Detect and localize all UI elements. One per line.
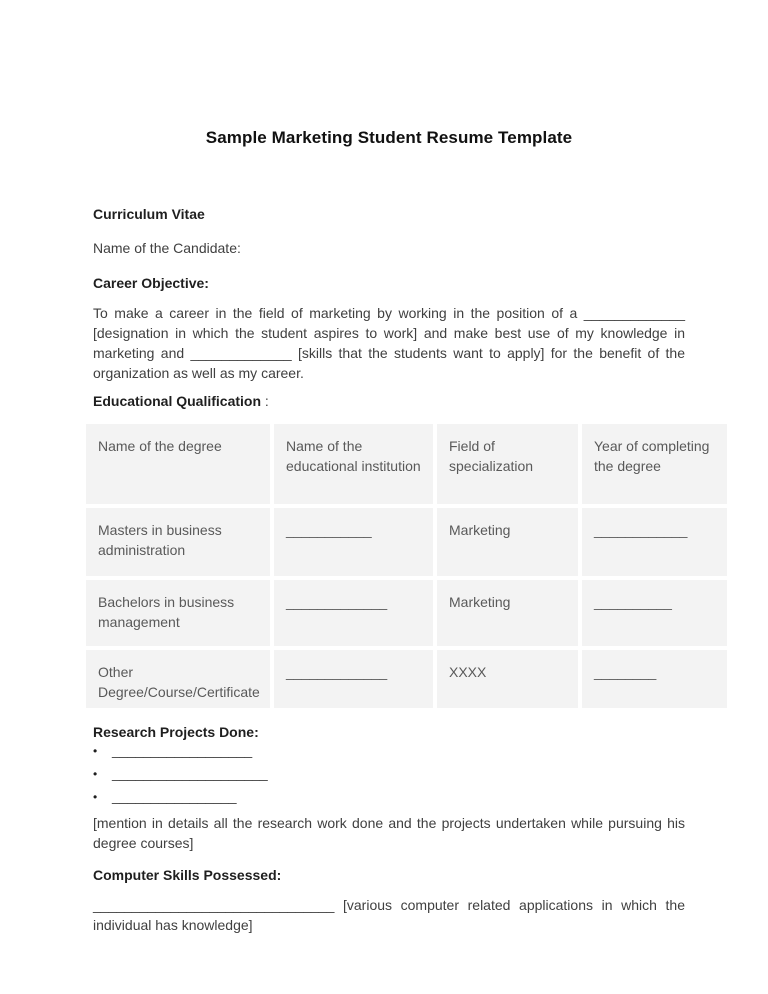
bullet-marker: • [93, 767, 98, 781]
cell-institution-blank: ___________ [274, 508, 433, 576]
table-row [86, 508, 727, 576]
header-year: Year of completing the degree [582, 424, 727, 504]
list-item [93, 742, 685, 765]
educational-qualification-label: Educational Qualification [93, 393, 262, 409]
list-item [93, 788, 685, 811]
educational-qualification-heading [93, 391, 685, 411]
document-title: Sample Marketing Student Resume Template [205, 128, 573, 147]
career-objective-paragraph: To make a career in the field of marketing by working in the position of a _____________ [designation in which the student aspires to work] and make best use of my knowledge in marketing and _____________ [skills that the students want to apply] for the benefit of the organization as well as my career. [93, 305, 685, 381]
education-table-header-row [86, 424, 727, 504]
cell-degree: Masters in business administration [86, 508, 270, 576]
bullet-blank-line: ____________________ [112, 765, 268, 781]
cell-field: Marketing [437, 508, 578, 576]
candidate-name-label: Name of the Candidate: [93, 240, 241, 256]
bullet-blank-line: __________________ [112, 742, 253, 758]
curriculum-vitae-heading: Curriculum Vitae [93, 206, 205, 222]
cell-institution-blank: _____________ [274, 650, 433, 708]
cell-year-blank: ____________ [582, 508, 727, 576]
research-note-paragraph: [mention in details all the research work done and the projects undertaken while pursuing his degree courses] [93, 815, 685, 851]
header-institution: Name of the educational institution [274, 424, 433, 504]
table-row [86, 580, 727, 646]
bullet-marker: • [93, 744, 98, 758]
computer-skills-heading: Computer Skills Possessed: [93, 867, 282, 883]
bullet-blank-line: ________________ [112, 788, 237, 804]
research-projects-heading: Research Projects Done: [93, 724, 259, 740]
cell-field: XXXX [437, 650, 578, 708]
cell-degree: Other Degree/Course/Certificate [86, 650, 270, 708]
cell-field: Marketing [437, 580, 578, 646]
cell-year-blank: ________ [582, 650, 727, 708]
career-objective-heading: Career Objective: [93, 275, 209, 291]
cell-institution-blank: _____________ [274, 580, 433, 646]
cell-year-blank: __________ [582, 580, 727, 646]
list-item [93, 765, 685, 788]
bullet-marker: • [93, 790, 98, 804]
education-table [82, 420, 731, 712]
computer-skills-paragraph: _______________________________ [various computer related applications in which the individual has knowledge] [93, 897, 685, 933]
header-degree: Name of the degree [86, 424, 270, 504]
research-bullet-list [93, 742, 685, 811]
header-field: Field of specialization [437, 424, 578, 504]
educational-qualification-colon: : [261, 393, 269, 409]
table-row [86, 650, 727, 708]
cell-degree: Bachelors in business management [86, 580, 270, 646]
